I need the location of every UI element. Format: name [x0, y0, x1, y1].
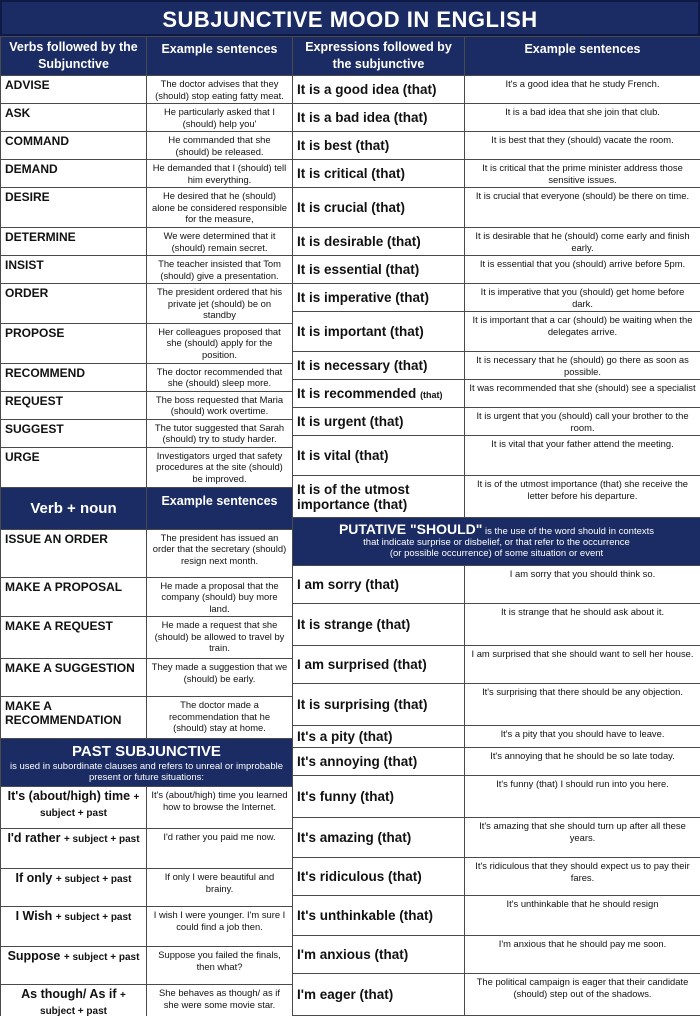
past-sub: + subject + past [63, 952, 140, 963]
verb-term: ASK [1, 104, 147, 132]
past-row [1, 985, 293, 1016]
verb-example: The president ordered that his private jet (should) be on standby [147, 284, 293, 324]
expression-row [293, 476, 700, 518]
putative-term: I'm anxious (that) [293, 936, 465, 974]
verb-example: Investigators urged that safety procedures at the site (should) be improved. [147, 447, 293, 487]
expression-term [293, 312, 465, 352]
putative-example: It's a pity that you should have to leave. [465, 726, 700, 748]
verb-term: PROPOSE [1, 323, 147, 363]
expression-main: It is critical (that) [297, 166, 406, 181]
verb-noun-example: They made a suggestion that we (should) be early. [147, 659, 293, 697]
expression-row [293, 76, 700, 104]
left-table [0, 36, 293, 1016]
putative-example: It's amazing that she should turn up after all these years. [465, 818, 700, 858]
verb-term: ORDER [1, 284, 147, 324]
expression-main: It is a bad idea (that) [297, 110, 428, 125]
expression-term [293, 408, 465, 436]
expression-main: It is crucial (that) [297, 200, 406, 215]
verb-row [1, 76, 293, 104]
verb-term: DETERMINE [1, 228, 147, 256]
past-term [1, 907, 147, 947]
verb-noun-term: ISSUE AN ORDER [1, 529, 147, 577]
expression-main: It is necessary (that) [297, 358, 428, 373]
putative-row [293, 646, 700, 684]
past-example: I wish I were younger. I'm sure I could find a job then. [147, 907, 293, 947]
verb-term: ADVISE [1, 76, 147, 104]
expression-term [293, 436, 465, 476]
right-table [292, 36, 700, 1016]
past-row [1, 829, 293, 869]
past-term [1, 829, 147, 869]
verb-example: The tutor suggested that Sarah (should) try to study harder. [147, 419, 293, 447]
putative-term: I am sorry (that) [293, 566, 465, 604]
past-row [1, 787, 293, 829]
putative-example: It's unthinkable that he should resign [465, 896, 700, 936]
putative-desc-1: is the use of the word should in contexts [482, 526, 655, 537]
verb-term: INSIST [1, 256, 147, 284]
putative-row [293, 818, 700, 858]
past-example: I'd rather you paid me now. [147, 829, 293, 869]
verb-term: URGE [1, 447, 147, 487]
verb-row [1, 104, 293, 132]
putative-desc-2: that indicate surprise or disbelief, or that refer to the occurrence [363, 537, 630, 548]
putative-term: It's amazing (that) [293, 818, 465, 858]
past-example: Suppose you failed the finals, then what? [147, 947, 293, 985]
putative-term: I am surprised (that) [293, 646, 465, 684]
verb-noun-example: The doctor made a recommendation that he (should) stay at home. [147, 697, 293, 739]
header-verb-noun: Verb + noun [1, 487, 147, 529]
expression-main: It is imperative (that) [297, 290, 430, 305]
past-subjunctive-header [1, 739, 293, 787]
verb-noun-row [1, 577, 293, 617]
header-verbs: Verbs followed by the Subjunctive [1, 37, 147, 76]
expression-example: It is important that a car (should) be waiting when the delegates arrive. [465, 312, 700, 352]
expression-main: It is best (that) [297, 138, 390, 153]
putative-term: It's unthinkable (that) [293, 896, 465, 936]
verb-noun-term: MAKE A SUGGESTION [1, 659, 147, 697]
expression-row [293, 352, 700, 380]
page-title: SUBJUNCTIVE MOOD IN ENGLISH [0, 0, 700, 36]
verb-example: The boss requested that Maria (should) work overtime. [147, 391, 293, 419]
header-expressions: Expressions followed by the subjunctive [293, 37, 465, 76]
expression-row [293, 408, 700, 436]
verb-example: The doctor recommended that she (should) sleep more. [147, 363, 293, 391]
expression-example: It is crucial that everyone (should) be there on time. [465, 188, 700, 228]
verb-term: COMMAND [1, 132, 147, 160]
verb-example: He commanded that she (should) be released. [147, 132, 293, 160]
expression-example: It was recommended that she (should) see a specialist [465, 380, 700, 408]
expression-term [293, 256, 465, 284]
past-example: She behaves as though/ as if she were some movie star. [147, 985, 293, 1016]
putative-term: I'm eager (that) [293, 974, 465, 1016]
putative-example: It's funny (that) I should run into you here. [465, 776, 700, 818]
putative-row [293, 684, 700, 726]
expression-main: It is a good idea (that) [297, 82, 437, 97]
past-main: It's (about/high) time [7, 789, 131, 803]
expression-row [293, 312, 700, 352]
putative-row [293, 974, 700, 1016]
putative-example: It's ridiculous that they should expect us to pay their fares. [465, 858, 700, 896]
past-main: Suppose [7, 949, 61, 963]
expression-term [293, 352, 465, 380]
expression-row [293, 188, 700, 228]
expression-example: It is of the utmost importance (that) she receive the letter before his departure. [465, 476, 700, 518]
past-main: I'd rather [7, 831, 61, 845]
verb-row [1, 391, 293, 419]
expression-main: It is important (that) [297, 324, 424, 339]
expression-main: It is urgent (that) [297, 414, 404, 429]
verb-row [1, 323, 293, 363]
past-sub: + subject + past [40, 990, 126, 1016]
expression-term [293, 160, 465, 188]
past-main: If only [15, 871, 53, 885]
expression-example: It is critical that the prime minister address those sensitive issues. [465, 160, 700, 188]
verb-term: DEMAND [1, 160, 147, 188]
expression-row [293, 132, 700, 160]
verb-example: Her colleagues proposed that she (should) apply for the position. [147, 323, 293, 363]
putative-term: It's a pity (that) [293, 726, 465, 748]
verb-noun-row [1, 697, 293, 739]
putative-row [293, 858, 700, 896]
verb-example: The teacher insisted that Tom (should) give a presentation. [147, 256, 293, 284]
expression-term [293, 476, 465, 518]
expression-main: It is vital (that) [297, 448, 389, 463]
past-sub: + subject + past [55, 912, 132, 923]
putative-example: I'm anxious that he should pay me soon. [465, 936, 700, 974]
past-subjunctive-title: PAST SUBJUNCTIVE [72, 742, 221, 760]
expression-example: It is necessary that he (should) go there as soon as possible. [465, 352, 700, 380]
putative-row [293, 896, 700, 936]
putative-term: It's ridiculous (that) [293, 858, 465, 896]
expression-example: It is urgent that you (should) call your brother to the room. [465, 408, 700, 436]
expression-term [293, 188, 465, 228]
expression-example: It is imperative that you (should) get home before dark. [465, 284, 700, 312]
putative-term: It is strange (that) [293, 604, 465, 646]
verb-noun-term: MAKE A REQUEST [1, 617, 147, 659]
verb-noun-example: He made a proposal that the company (should) buy more land. [147, 577, 293, 617]
verb-example: He particularly asked that I (should) help you' [147, 104, 293, 132]
verb-term: RECOMMEND [1, 363, 147, 391]
putative-example: I am surprised that she should want to sell her house. [465, 646, 700, 684]
past-row [1, 947, 293, 985]
past-subjunctive-desc: is used in subordinate clauses and refers to unreal or improbable present or future situations: [9, 760, 284, 783]
verb-noun-example: He made a request that she (should) be allowed to travel by train. [147, 617, 293, 659]
expression-term [293, 380, 465, 408]
past-row [1, 869, 293, 907]
verb-row [1, 228, 293, 256]
verb-example: He demanded that I (should) tell him everything. [147, 160, 293, 188]
putative-term: It's funny (that) [293, 776, 465, 818]
past-example: It's (about/high) time you learned how to browse the Internet. [147, 787, 293, 829]
header-verb-noun-examples: Example sentences [147, 487, 293, 529]
expression-row [293, 104, 700, 132]
past-sub: + subject + past [40, 792, 140, 819]
expression-example: It is best that they (should) vacate the room. [465, 132, 700, 160]
past-row [1, 907, 293, 947]
putative-header [293, 518, 700, 566]
putative-desc-3: (or possible occurrence) of some situation or event [389, 548, 604, 559]
verb-row [1, 160, 293, 188]
verb-term: DESIRE [1, 188, 147, 228]
expression-main: It is of the utmost importance (that) [297, 481, 410, 512]
putative-title: PUTATIVE "SHOULD" [338, 521, 483, 537]
expression-that: (that) [420, 390, 443, 400]
verb-row [1, 447, 293, 487]
expression-row [293, 228, 700, 256]
putative-example: It is strange that he should ask about it. [465, 604, 700, 646]
putative-example: It's annoying that he should be so late today. [465, 748, 700, 776]
expression-term [293, 284, 465, 312]
header-examples: Example sentences [147, 37, 293, 76]
putative-row [293, 604, 700, 646]
verb-noun-row [1, 617, 293, 659]
verb-row [1, 132, 293, 160]
verb-row [1, 256, 293, 284]
past-main: I Wish [15, 909, 53, 923]
expression-example: It is vital that your father attend the meeting. [465, 436, 700, 476]
expression-example: It's a good idea that he study French. [465, 76, 700, 104]
putative-term: It is surprising (that) [293, 684, 465, 726]
verb-example: He desired that he (should) alone be considered responsible for the measure, [147, 188, 293, 228]
past-term [1, 869, 147, 907]
expression-main: It is recommended [297, 386, 417, 401]
putative-row [293, 726, 700, 748]
verb-noun-term: MAKE A PROPOSAL [1, 577, 147, 617]
putative-example: The political campaign is eager that their candidate (should) step out of the shadows. [465, 974, 700, 1016]
verb-row [1, 363, 293, 391]
verb-example: The doctor advises that they (should) stop eating fatty meat. [147, 76, 293, 104]
header-expr-examples: Example sentences [465, 37, 700, 76]
verb-noun-term: MAKE A RECOMMENDATION [1, 697, 147, 739]
putative-row [293, 936, 700, 974]
past-term [1, 787, 147, 829]
expression-row [293, 160, 700, 188]
expression-main: It is essential (that) [297, 262, 420, 277]
expression-term [293, 132, 465, 160]
past-example: If only I were beautiful and brainy. [147, 869, 293, 907]
putative-example: It's surprising that there should be any objection. [465, 684, 700, 726]
expression-example: It is essential that you (should) arrive before 5pm. [465, 256, 700, 284]
verb-noun-row [1, 659, 293, 697]
past-term [1, 985, 147, 1016]
verb-example: We were determined that it (should) remain secret. [147, 228, 293, 256]
past-sub: + subject + past [63, 834, 140, 845]
expression-main: It is desirable (that) [297, 234, 421, 249]
putative-term: It's annoying (that) [293, 748, 465, 776]
verb-term: REQUEST [1, 391, 147, 419]
expression-row [293, 380, 700, 408]
putative-row [293, 566, 700, 604]
verb-noun-row [1, 529, 293, 577]
verb-row [1, 284, 293, 324]
expression-term [293, 76, 465, 104]
putative-row [293, 748, 700, 776]
putative-example: I am sorry that you should think so. [465, 566, 700, 604]
past-sub: + subject + past [55, 874, 132, 885]
past-main: As though/ As if [21, 987, 117, 1001]
expression-term [293, 104, 465, 132]
verb-row [1, 419, 293, 447]
putative-row [293, 776, 700, 818]
expression-row [293, 284, 700, 312]
expression-row [293, 256, 700, 284]
verb-term: SUGGEST [1, 419, 147, 447]
expression-example: It is a bad idea that she join that club. [465, 104, 700, 132]
expression-term [293, 228, 465, 256]
expression-example: It is desirable that he (should) come early and finish early. [465, 228, 700, 256]
expression-row [293, 436, 700, 476]
past-term [1, 947, 147, 985]
verb-noun-example: The president has issued an order that the secretary (should) resign next month. [147, 529, 293, 577]
verb-row [1, 188, 293, 228]
